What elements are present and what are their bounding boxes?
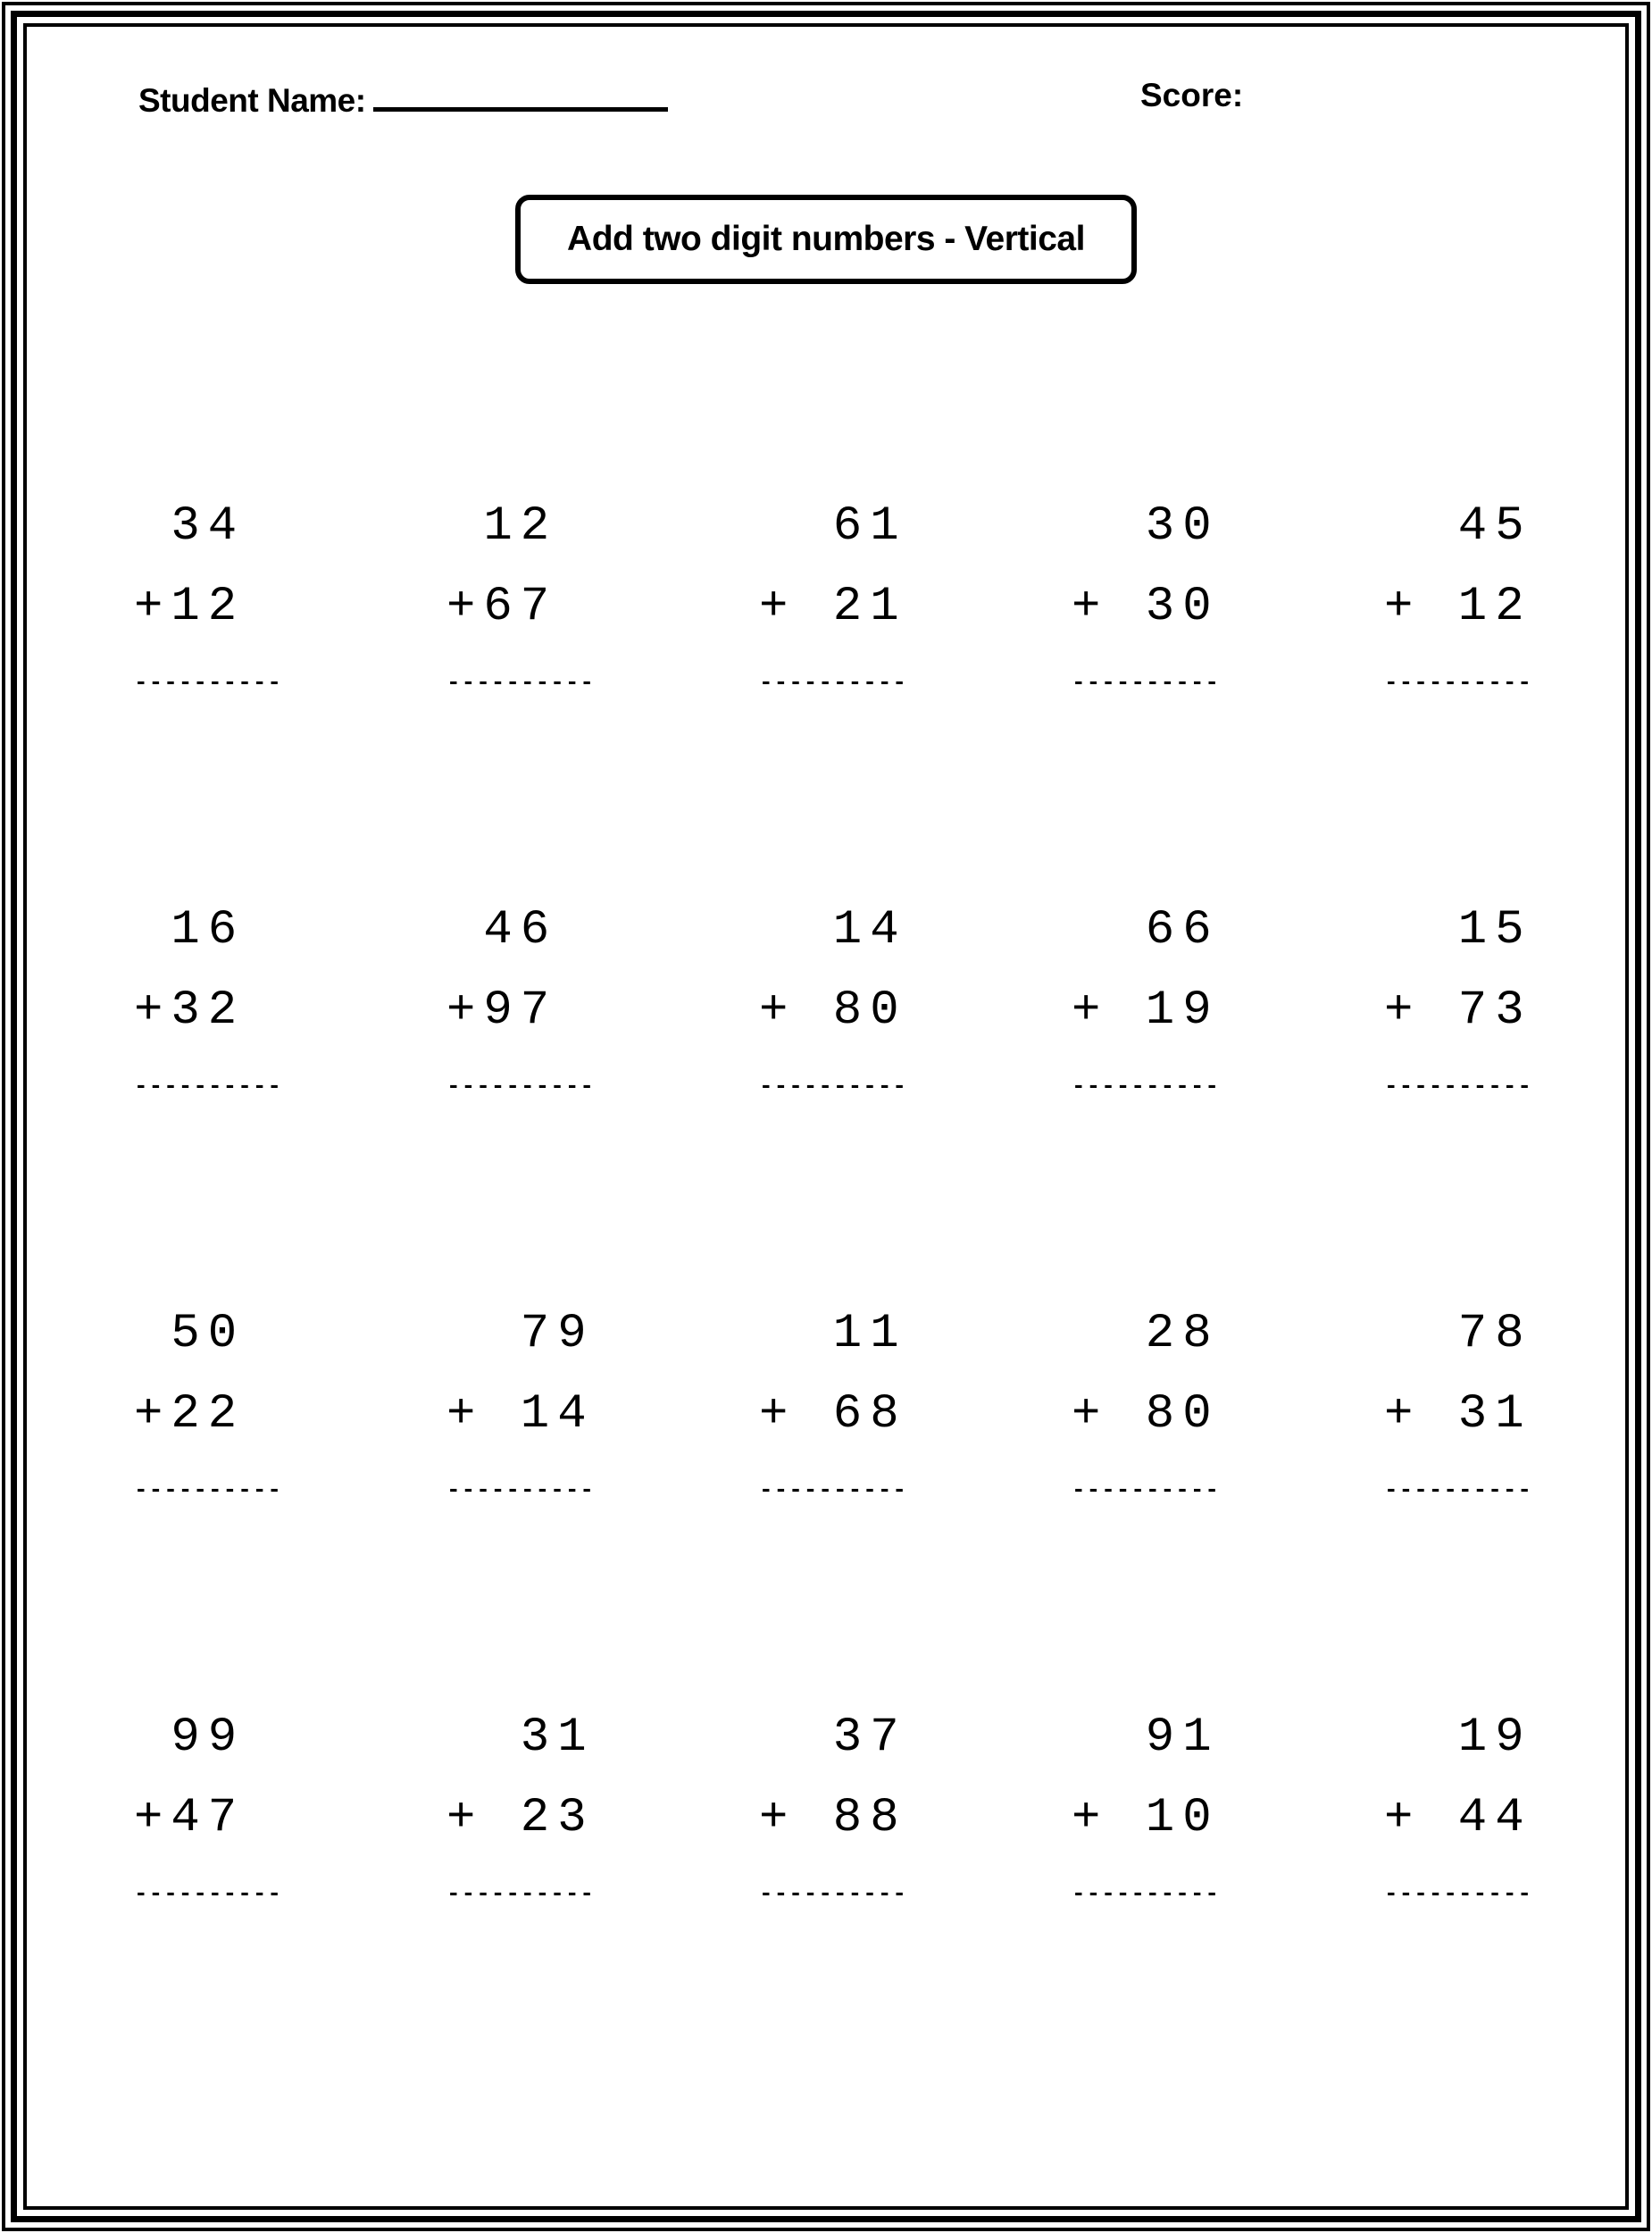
top-operand: 31 (446, 1710, 595, 1765)
answer-line: ---------- (134, 669, 283, 696)
addition-problem-r4c1 (134, 1710, 313, 1907)
answer-line: ---------- (446, 1073, 596, 1100)
top-operand: 19 (1384, 1710, 1532, 1765)
bottom-operand: +12 (134, 580, 246, 634)
top-operand: 11 (759, 1307, 907, 1361)
score-label: Score: (1140, 77, 1244, 113)
worksheet-header (30, 77, 1622, 130)
answer-line: ---------- (134, 1880, 283, 1907)
bottom-operand: +22 (134, 1387, 246, 1442)
addition-problem-r2c2 (446, 903, 625, 1100)
bottom-operand: + 21 (759, 580, 907, 634)
bottom-operand: + 12 (1384, 580, 1532, 634)
top-operand: 79 (446, 1307, 595, 1361)
bottom-operand: + 80 (759, 983, 907, 1038)
answer-line: ---------- (134, 1476, 283, 1503)
top-operand: 91 (1072, 1710, 1220, 1765)
answer-line: ---------- (1384, 1880, 1533, 1907)
answer-line: ---------- (759, 1476, 908, 1503)
top-operand: 99 (134, 1710, 246, 1765)
addition-problem-r3c1 (134, 1307, 313, 1503)
bottom-operand: + 31 (1384, 1387, 1532, 1442)
addition-problem-r2c1 (134, 903, 313, 1100)
top-operand: 12 (446, 499, 558, 554)
top-operand: 46 (446, 903, 558, 958)
addition-problem-r3c2 (446, 1307, 625, 1503)
bottom-operand: + 80 (1072, 1387, 1220, 1442)
addition-problem-r1c5 (1384, 499, 1563, 696)
top-operand: 34 (134, 499, 246, 554)
addition-problem-r4c2 (446, 1710, 625, 1907)
answer-line: ---------- (446, 1476, 596, 1503)
answer-line: ---------- (759, 1073, 908, 1100)
top-operand: 45 (1384, 499, 1532, 554)
addition-problem-r4c3 (759, 1710, 938, 1907)
answer-line: ---------- (446, 669, 596, 696)
top-operand: 37 (759, 1710, 907, 1765)
addition-problem-r4c4 (1072, 1710, 1250, 1907)
top-operand: 61 (759, 499, 907, 554)
addition-problem-r3c4 (1072, 1307, 1250, 1503)
answer-line: ---------- (1384, 669, 1533, 696)
bottom-operand: + 19 (1072, 983, 1220, 1038)
bottom-operand: + 23 (446, 1791, 595, 1845)
top-operand: 16 (134, 903, 246, 958)
bottom-operand: +32 (134, 983, 246, 1038)
answer-line: ---------- (1384, 1476, 1533, 1503)
worksheet-title: Add two digit numbers - Vertical (567, 220, 1085, 258)
addition-problem-r2c5 (1384, 903, 1563, 1100)
answer-line: ---------- (1384, 1073, 1533, 1100)
worksheet-content (30, 30, 1622, 2203)
top-operand: 14 (759, 903, 907, 958)
student-name-label: Student Name: (138, 82, 366, 119)
addition-problem-r3c5 (1384, 1307, 1563, 1503)
bottom-operand: + 14 (446, 1387, 595, 1442)
answer-line: ---------- (134, 1073, 283, 1100)
bottom-operand: + 44 (1384, 1791, 1532, 1845)
addition-problem-r2c4 (1072, 903, 1250, 1100)
addition-problem-r3c3 (759, 1307, 938, 1503)
bottom-operand: + 68 (759, 1387, 907, 1442)
answer-line: ---------- (759, 1880, 908, 1907)
top-operand: 28 (1072, 1307, 1220, 1361)
answer-line: ---------- (1072, 1073, 1221, 1100)
bottom-operand: +97 (446, 983, 558, 1038)
bottom-operand: + 73 (1384, 983, 1532, 1038)
student-name-blank-line (373, 77, 668, 112)
answer-line: ---------- (1072, 1476, 1221, 1503)
problems-grid (134, 499, 1622, 1907)
addition-problem-r2c3 (759, 903, 938, 1100)
answer-line: ---------- (446, 1880, 596, 1907)
answer-line: ---------- (1072, 1880, 1221, 1907)
addition-problem-r1c1 (134, 499, 313, 696)
addition-problem-r1c4 (1072, 499, 1250, 696)
answer-line: ---------- (1072, 669, 1221, 696)
bottom-operand: +67 (446, 580, 558, 634)
top-operand: 66 (1072, 903, 1220, 958)
top-operand: 30 (1072, 499, 1220, 554)
bottom-operand: +47 (134, 1791, 246, 1845)
bottom-operand: + 10 (1072, 1791, 1220, 1845)
student-name-block (138, 77, 668, 120)
addition-problem-r1c2 (446, 499, 625, 696)
answer-line: ---------- (759, 669, 908, 696)
worksheet-title-box (515, 195, 1137, 284)
bottom-operand: + 88 (759, 1791, 907, 1845)
top-operand: 15 (1384, 903, 1532, 958)
addition-problem-r1c3 (759, 499, 938, 696)
bottom-operand: + 30 (1072, 580, 1220, 634)
top-operand: 78 (1384, 1307, 1532, 1361)
addition-problem-r4c5 (1384, 1710, 1563, 1907)
top-operand: 50 (134, 1307, 246, 1361)
